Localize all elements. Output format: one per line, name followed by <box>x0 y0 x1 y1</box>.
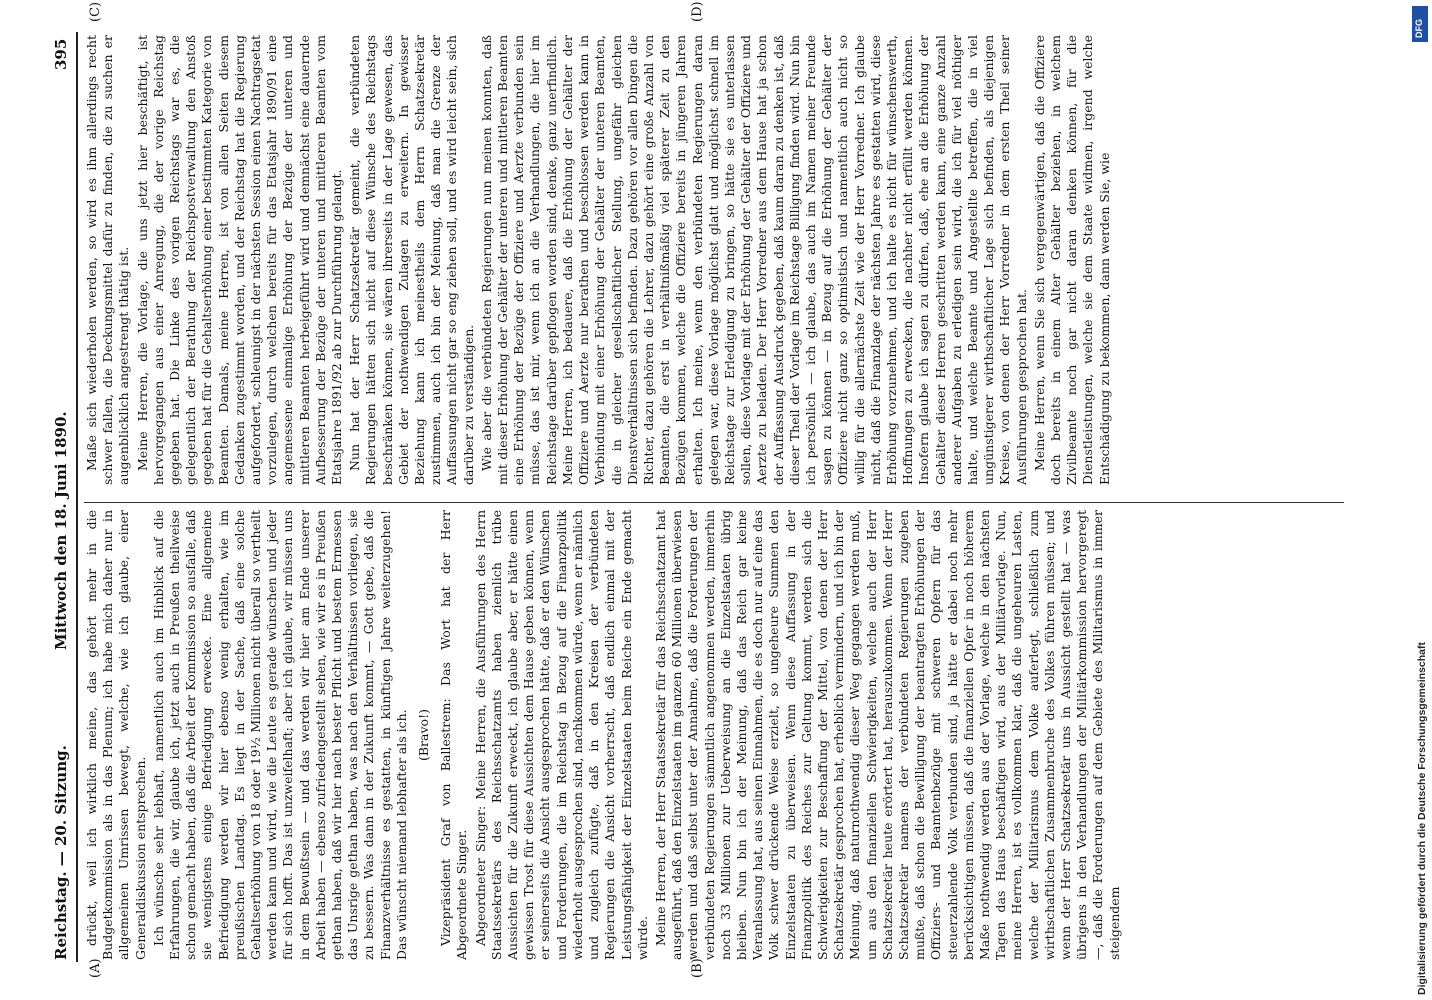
margin-marker-b: (B) <box>690 958 705 978</box>
header-rule <box>76 32 78 962</box>
text-column-right <box>84 35 1344 485</box>
paragraph: Vizepräsident Graf von Ballestrem: Das Wort hat der Herr Abgeordnete Singer. <box>438 510 470 960</box>
digitization-credit: Digitalisierung gefördert durch die Deutsche Forschungsgemeinschaft <box>1416 642 1428 995</box>
applause-note: (Bravo!) <box>416 709 432 761</box>
paragraph: Abgeordneter Singer: Meine Herren, die Ausführungen des Herrn Staatssekretärs des Reichsschatzamts haben ziemlich trübe Aussichten für die Zukunft erweckt, ich glaube aber, er hätte einen gewissen Trost für diese Aussichten dem Hause geben können, wenn er seinerseits die Ansicht ausgesprochen hätte, daß er den Wünschen und Forderungen, die im Reichstag in Bezug auf die Finanzpolitik wiederholt ausgesprochen sind, nachkommen würde, wenn er nämlich und zugleich zufügte, daß in den Kreisen der verbündeten Regierungen die Ansicht vorherrscht, daß endlich einmal mit der Leistungsfähigkeit der Einzelstaaten beim Reiche ein Ende gemacht würde. <box>472 510 650 960</box>
header-session: Reichstag. — 20. Sitzung. <box>52 745 70 960</box>
text-column-left <box>84 510 1344 960</box>
paragraph: Nun hat der Herr Schatzsekretär gemeint, die verbündeten Regierungen hätten sich nicht auf diese Wünsche des Reichstags beschränken können, sie wären ihrerseits in der Lage gewesen, das Gebiet der nothwendigen Zulagen zu erweitern. In gewisser Beziehung kann ich meinestheils dem Herrn Schatzsekretär zustimmen, auch ich bin der Meinung, daß man die Grenze der Auffassungen nicht gar so eng ziehen soll, und es wird leicht sein, sich darüber zu verständigen. <box>347 35 476 485</box>
margin-marker-c: (C) <box>88 1 103 22</box>
paragraph: drückt, weil ich wirklich meine, das gehört mehr in die Budgetkommission als in das Plenum; ich habe mich daher nur in allgemeinen Umrissen bewegt, welche, wie ich glaube, einer Generaldiskussion entsprechen. <box>84 510 148 960</box>
page-header <box>52 0 72 1000</box>
paragraph: Meine Herren, der Herr Staatssekretär für das Reichsschatzamt hat ausgeführt, daß den Einzelstaaten im ganzen 60 Millionen überwiesen werden und daß selbst unter der Annahme, daß die Forderungen der verbündeten Regierungen sämmtlich angenommen werden, immerhin noch 33 Millionen zur Ueberweisung an die Einzelstaaten übrig bleiben. Nun bin ich der Meinung, daß das Reich gar keine Veranlassung hat, aus seinen Einnahmen, die es doch nur auf eine das Volk schwer drückende Weise erzielt, so ungeheure Summen den Einzelstaaten zu überweisen. Wenn diese Auffassung in der Finanzpolitik des Reiches zur Geltung kommt, werden sich die Schwierigkeiten zur Beschaffung der Mittel, von denen der Herr Schatzsekretär gesprochen hat, erheblich vermindern, und ich bin der Meinung, daß naturnothwendig dieser Weg gegangen werden muß, um aus den finanziellen Schwierigkeiten, welche auch der Herr Schatzsekretär heute erörtert hat, herauszukommen. Wenn der Herr Schatzsekretär namens der verbündeten Regierungen zugeben mußte, daß schon die Bewilligung der beantragten Erhöhungen der Offiziers- und Beamtenbezüge mit schweren Opfern für das steuerzahlende Volk verbunden sind, ja hätte er dabei noch mehr berücksichtigen müssen, daß die finanziellen Opfer in noch höherem Maße nothwendig werden aus der Vorlage, welche in den nächsten Tagen das Haus beschäftigen wird, aus der Militärvorlage. Nun, meine Herren, ist es vollkommen klar, daß die ungeheuren Lasten, welche der Militarismus dem Volke auferlegt, schließlich zum wirthschaftlichen Zusammenbruche des Volkes führen müssen; und wenn der Herr Schatzsekretär uns in Aussicht gestellt hat — was übrigens in den Verhandlungen der Militärkommission hervorgeregt —, daß die Forderungen auf dem Gebiete des Militarismus in immer steigendem <box>652 510 1122 960</box>
page-number: 395 <box>52 38 70 70</box>
paragraph: Wie aber die verbündeten Regierungen nun meinen konnten, daß mit dieser Erhöhung der Gehälter der unteren und mittleren Beamten eine Erhöhung der Bezüge der Offiziere und Aerzte verbunden sein müsse, das ist mir, wenn ich an die Verhandlungen, die hier im Reichstage darüber gepflogen worden sind, denke, ganz unerfindlich. Meine Herren, ich bedauere, daß die Erhöhung der Gehälter der Offiziere und Aerzte nur berathen und beschlossen werden kann in Verbindung mit einer Erhöhung der Gehälter der unteren Beamten, die in gleicher gesellschaftlicher Stellung, ungefähr gleichen Dienstverhältnissen sich befinden. Dazu gehören vor allen Dingen die Richter, dazu gehören die Lehrer, dazu gehört eine große Anzahl von Beamten, die erst in verhältnißmäßig viel späterer Zeit zu den Bezügen kommen, welche die Offiziere bereits in jüngeren Jahren erhalten. Ich meine, wenn den verbündeten Regierungen daran gelegen war, diese Vorlage möglichst glatt und möglichst schnell im Reichstage zur Erledigung zu bringen, so hätte sie es unterlassen sollen, diese Vorlage mit der Erhöhung der Gehälter der Offiziere und Aerzte zu beladen. Der Herr Vorredner aus dem Hause hat ja schon der Auffassung Ausdruck gegeben, daß kaum daran zu denken ist, daß dieser Theil der Vorlage im Reichstage Billigung finden wird. Nun bin ich persönlich — ich glaube, das auch im Namen meiner Freunde sagen zu können — in Bezug auf die Erhöhung der Gehälter der Offiziere nicht ganz so optimistisch und namentlich auch nicht so willig für die allernächste Zeit wie der Herr Vorredner. Ich glaube nicht, daß die Finanzlage der nächsten Jahre es gestatten wird, diese Erhöhung vorzunehmen, und ich halte es nicht für wünschenswerth, Hoffnungen zu erwecken, die nachher nicht erfüllt werden können. Insofern glaube ich sagen zu dürfen, daß, ehe an die Erhöhung der Gehälter dieser Herren geschritten werden kann, eine ganze Anzahl anderer Aufgaben zu erledigen sein wird, die ich für viel nöthiger halte, und welche Beamte und Angestellte betreffen, die in viel ungünstigerer wirthschaftlicher Lage sich befinden, als diejenigen Kreise, von denen der Herr Vorredner in dem ersten Theil seiner Ausführungen gesprochen hat. <box>478 35 1029 485</box>
margin-marker-a: (A) <box>88 958 103 978</box>
paragraph: Meine Herren, wenn Sie sich vergegenwärtigen, daß die Offiziere doch bereits in einem Alter Gehälter beziehen, in welchem Zivilbeamte noch gar nicht daran denken können, für die Dienstleistungen, welche sie dem Staate widmen, irgend welche Entschädigung zu bekommen, dann werden Sie, wie <box>1031 35 1112 485</box>
dfg-logo: DFG <box>1412 6 1428 42</box>
paragraph: Meine Herren, die Vorlage, die uns jetzt hier beschäftigt, ist hervorgegangen aus einer Anregung, die der vorige Reichstag gegeben hat. Die Linke des vorigen Reichstags war es, die gelegentlich der Berathung der Reichspostverwaltung den Anstoß gegeben hat für die Gehaltserhöhung einer bestimmten Kategorie von Beamten. Damals, meine Herren, ist von allen Seiten diesem Gedanken zugestimmt worden, und der Reichstag hat die Regierung aufgefordert, schleunigst in der nächsten Session einen Nachtragsetat vorzulegen, durch welchen bereits für das Etatsjahr 1890/91 eine angemessene einmalige Erhöhung der Bezüge der unteren und mittleren Beamten herbeigeführt wird und demnächst eine dauernde Aufbesserung der Bezüge der unteren und mittleren Beamten vom Etatsjahre 1891/92 ab zur Durchführung gelangt. <box>134 35 345 485</box>
paragraph: Ich wünsche sehr lebhaft, namentlich auch im Hinblick auf die Erfahrungen, die wir, glaube ich, jetzt auch in Preußen theilweise schon gemacht haben, daß die Arbeit der Kommission so ausfalle, daß sie wenigstens einige Befriedigung erwecke. Eine allgemeine Befriedigung werden wir hier ebenso wenig erhalten, wie im preußischen Landtag. Es liegt in der Sache, daß eine solche Gehaltserhöhung von 18 oder 19½ Millionen nicht überall so vertheilt werden kann und wird, wie die Leute es gerade wünschen und jeder für sich hofft. Das ist unzweifelhaft; aber ich glaube, wir müssen uns in dem Bewußtsein — und das werden wir hier am Ende unserer Arbeit haben — ebenso zufriedengestellt sehen, wie wir es in Preußen gethan haben, daß wir hier nach bester Pflicht und bestem Ermessen das Unsrige gethan haben, was nach den Verhältnissen vorliegen, sie zu bessern. Was dann in der Zukunft kommt, — Gott gebe, daß die Finanzverhältnisse es gestatten, in künftigen Jahre weiterzugehen! Das wünscht niemand lebhafter als ich. <box>150 510 409 960</box>
margin-marker-d: (D) <box>690 1 705 22</box>
header-date: Mittwoch den 18. Juni 1890. <box>52 411 70 650</box>
column-divider <box>84 502 1344 503</box>
paragraph: Maße sich wiederholen werden, so wird es ihm allerdings recht schwer fallen, die Deckungsmittel dafür zu finden, die zu suchen er augenblicklich angestrengt thätig ist. <box>84 35 132 485</box>
